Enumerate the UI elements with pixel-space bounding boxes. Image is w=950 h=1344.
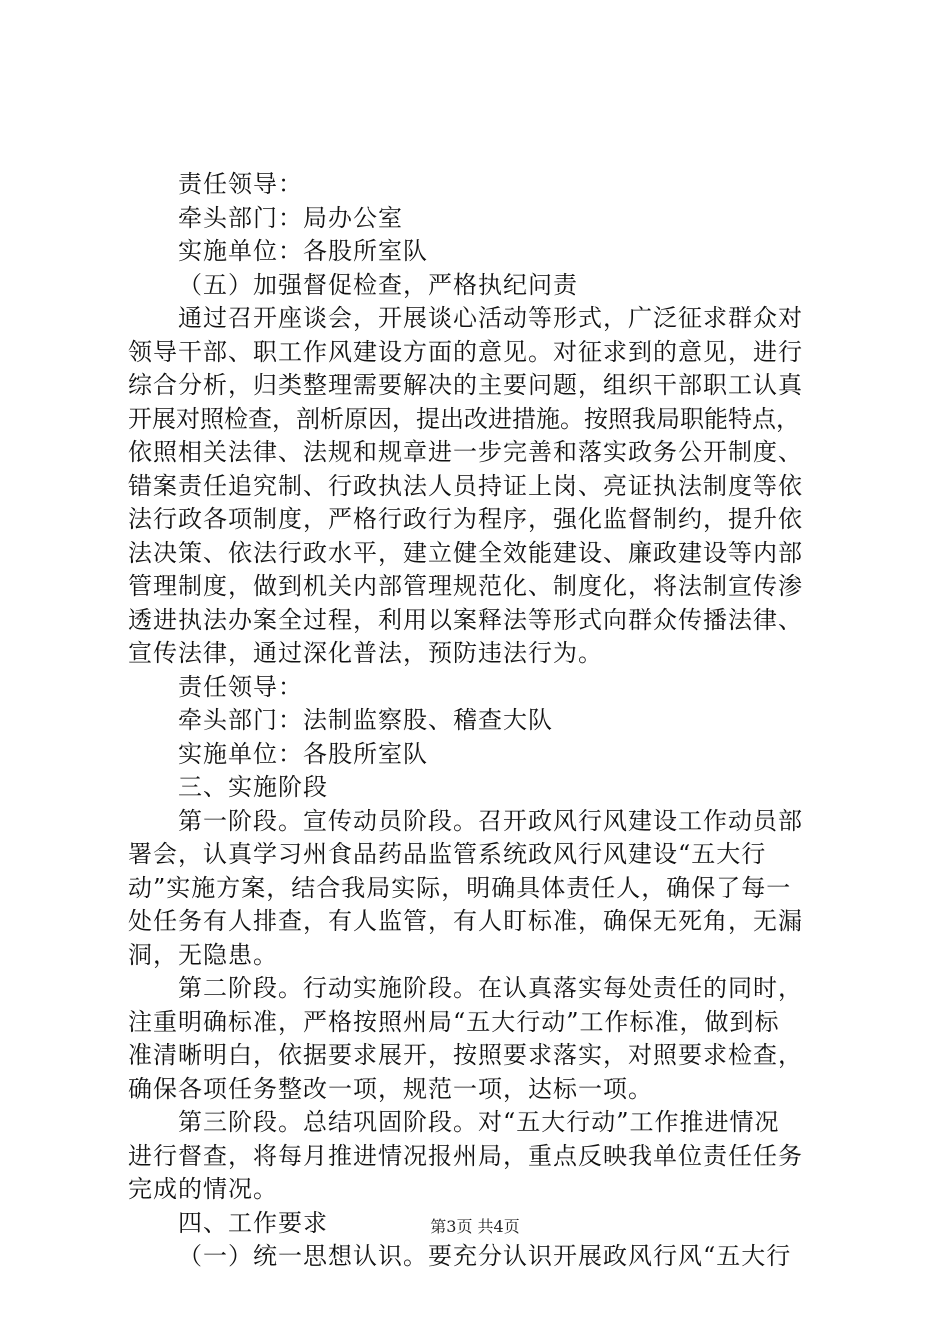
text-line: 进行督查，将每月推进情况报州局，重点反映我单位责任任务 (128, 1141, 803, 1170)
text-line: 通过召开座谈会，开展谈心活动等形式，广泛征求群众对 (178, 304, 803, 332)
section-heading: （五）加强督促检查，严格执纪问责 (178, 270, 578, 299)
text-line: 实施单位：各股所室队 (178, 237, 428, 265)
text-line: 注重明确标准，严格按照州局“五大行动”工作标准，做到标 (128, 1007, 780, 1036)
text-line: （一）统一思想认识。要充分认识开展政风行风“五大行 (178, 1242, 792, 1270)
text-line: 完成的情况。 (128, 1175, 278, 1203)
text-line: 领导干部、职工作风建设方面的意见。对征求到的意见，进行 (128, 337, 803, 366)
text-line: 管理制度，做到机关内部管理规范化、制度化，将法制宣传渗 (128, 572, 803, 600)
text-line: 第一阶段。宣传动员阶段。召开政风行风建设工作动员部 (178, 806, 803, 835)
text-line: 实施单位：各股所室队 (178, 739, 428, 768)
page-number: 第3页 共4页 (430, 1217, 520, 1236)
text-line: 处任务有人排查，有人监管，有人盯标准，确保无死角，无漏 (128, 907, 803, 935)
text-line: 牵头部门：局办公室 (178, 203, 403, 232)
text-line: 洞，无隐患。 (128, 940, 278, 969)
body-text (128, 168, 828, 1274)
text-line: 综合分析，归类整理需要解决的主要问题，组织干部职工认真 (128, 371, 803, 399)
text-line: 法行政各项制度，严格行政行为程序，强化监督制约，提升依 (128, 505, 803, 533)
text-line: 透进执法办案全过程，利用以案释法等形式向群众传播法律、 (128, 605, 803, 634)
text-line: 错案责任追究制、行政执法人员持证上岗、亮证执法制度等依 (128, 471, 803, 500)
text-line: 署会，认真学习州食品药品监管系统政风行风建设“五大行 (128, 840, 767, 868)
text-line: 确保各项任务整改一项，规范一项，达标一项。 (128, 1074, 653, 1103)
text-line: 法决策、依法行政水平，建立健全效能建设、廉政建设等内部 (128, 538, 803, 567)
text-line: 依照相关法律、法规和规章进一步完善和落实政务公开制度、 (128, 438, 803, 466)
text-line: 宣传法律，通过深化普法，预防违法行为。 (128, 639, 603, 667)
text-line: 牵头部门：法制监察股、稽查大队 (178, 706, 553, 734)
text-line: 第三阶段。总结巩固阶段。对“五大行动”工作推进情况 (178, 1108, 780, 1136)
text-line: 开展对照检查，剖析原因，提出改进措施。按照我局职能特点， (128, 404, 800, 433)
section-heading: 四、工作要求 (178, 1208, 328, 1237)
text-line: 责任领导： (178, 672, 303, 701)
section-heading: 三、实施阶段 (178, 773, 328, 801)
text-line: 动”实施方案，结合我局实际，明确具体责任人，确保了每一 (128, 873, 792, 902)
text-line: 责任领导： (178, 170, 303, 198)
text-line: 第二阶段。行动实施阶段。在认真落实每处责任的同时， (178, 974, 803, 1002)
text-line: 准清晰明白，依据要求展开，按照要求落实，对照要求检查， (128, 1041, 803, 1069)
